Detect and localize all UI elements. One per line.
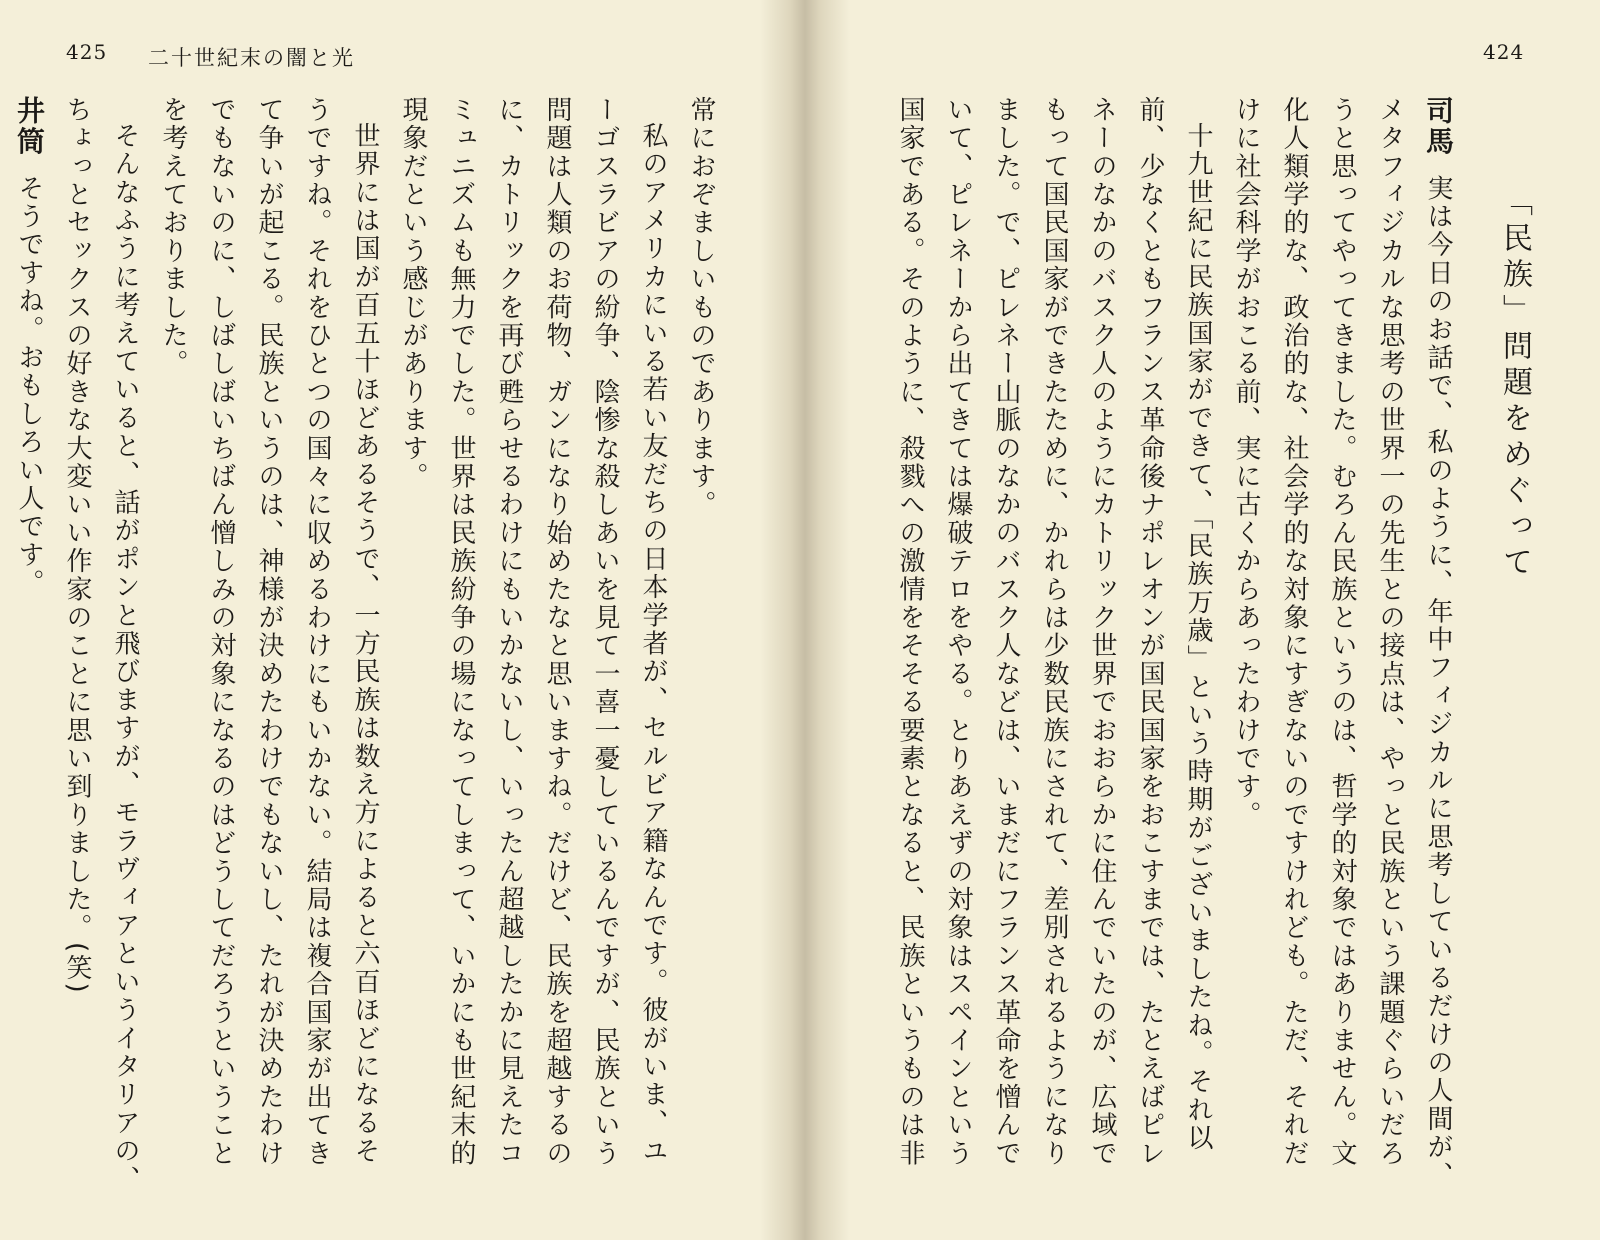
speaker-line: 井筒そうですね。おもしろい人です。 xyxy=(5,96,53,1206)
text-line: ネーのなかのバスク人のようにカトリック世界でおおらかに住んでいたのが、広域で xyxy=(1087,96,1117,1168)
running-head: 二十世紀末の闇と光 xyxy=(148,46,355,70)
text-line: でもないのに、しばしばいちばん憎しみの対象になるのはどうしてだろうということ xyxy=(206,96,236,1168)
text-line: を考えておりました。 xyxy=(158,96,188,378)
text-line: けに社会科学がおこる前、実に古くからあったわけです。 xyxy=(1231,96,1261,830)
text-line: ました。で、ピレネー山脈のなかのバスク人などは、いまだにフランス革命を憎んで xyxy=(991,96,1021,1168)
text-line: 問題は人類のお荷物、ガンになり始めたなと思いますね。だけど、民族を超越するの xyxy=(542,96,572,1168)
left-page-body xyxy=(13,96,725,1206)
text-line: うと思ってやってきました。むろん民族というのは、哲学的対象ではありません。文 xyxy=(1327,96,1357,1168)
right-page-body xyxy=(818,96,1538,1206)
text-line: 国家である。そのように、殺戮への激情をそそる要素となると、民族というものは非 xyxy=(895,96,925,1168)
text-line: 化人類学的な、政治的な、社会学的な対象にすぎないのですけれども。ただ、それだ xyxy=(1279,96,1309,1168)
page-number-right: 424 xyxy=(1483,40,1525,64)
text-line: そんなふうに考えていると、話がポンと飛びますが、モラヴィアというイタリアの、 xyxy=(110,122,140,1194)
text-line: いて、ピレネーから出てきては爆破テロをやる。とりあえずの対象はスペインという xyxy=(943,96,973,1168)
speaker-label: 司馬 xyxy=(1422,96,1455,157)
text-line: 常におぞましいものであります。 xyxy=(686,96,716,519)
text-line: メタフィジカルな思考の世界一の先生との接点は、やっと民族という課題ぐらいだろ xyxy=(1375,96,1405,1168)
text-line: 前、少なくともフランス革命後ナポレオンが国民国家をおこすまでは、たとえばピレ xyxy=(1135,96,1165,1168)
text-line: て争いが起こる。民族というのは、神様が決めたわけでもないし、たれが決めたわけ xyxy=(254,96,284,1168)
page-number-left: 425 xyxy=(66,40,108,64)
text-line: ちょっとセックスの好きな大変いい作家のことに思い到りました。(笑) xyxy=(62,96,92,995)
section-title: 「民族」問題をめぐって xyxy=(1497,186,1532,582)
text-line: 現象だという感じがあります。 xyxy=(398,96,428,491)
speaker-line: 司馬実は今日のお話で、私のように、年中フィジカルに思考しているだけの人間が、 xyxy=(1414,96,1462,1206)
text-line: ミュニズムも無力でした。世界は民族紛争の場になってしまって、いかにも世紀末的 xyxy=(446,96,476,1168)
speaker-label: 井筒 xyxy=(13,96,46,157)
text-line: に、カトリックを再び甦らせるわけにもいかないし、いったん超越したかに見えたコ xyxy=(494,96,524,1168)
left-page xyxy=(0,0,795,1240)
text-line: 私のアメリカにいる若い友だちの日本学者が、セルビア籍なんです。彼がいま、ユ xyxy=(638,122,668,1166)
text-line: うですね。それをひとつの国々に収めるわけにもいかない。結局は複合国家が出てき xyxy=(302,96,332,1168)
text-line: 十九世紀に民族国家ができて、「民族万歳」という時期がございましたね。それ以 xyxy=(1183,122,1213,1153)
text-line: 世界には国が百五十ほどあるそうで、一方民族は数え方によると六百ほどになるそ xyxy=(350,122,380,1166)
text-line: ーゴスラビアの紛争、陰惨な殺しあいを見て一喜一憂しているんですが、民族という xyxy=(590,96,620,1168)
text-line: もって国民国家ができたために、かれらは少数民族にされて、差別されるようになり xyxy=(1039,96,1069,1168)
right-page xyxy=(815,0,1600,1240)
